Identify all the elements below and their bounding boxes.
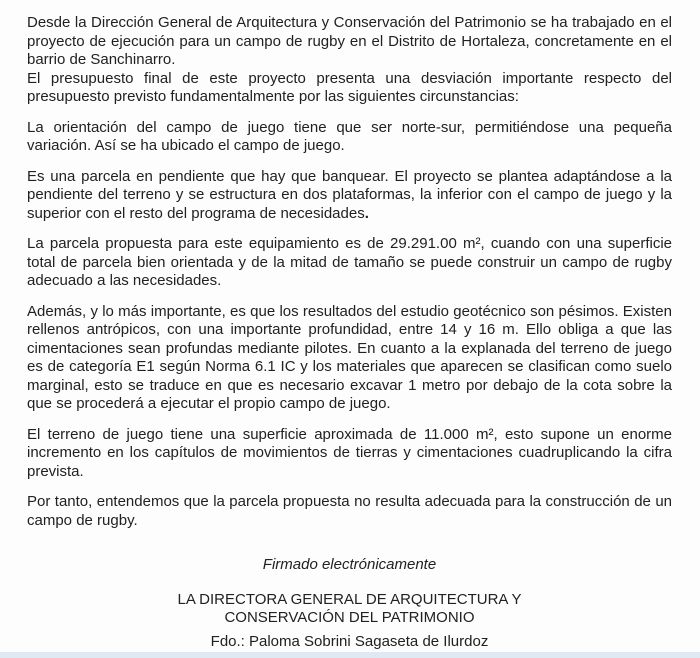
signature-role (27, 591, 672, 628)
signature-method-label: Firmado electrónicamente (262, 556, 437, 573)
signature-role-line2: CONSERVACIÓN DEL PATRIMONIO (224, 609, 475, 626)
signature-signer-name: Fdo.: Paloma Sobrini Sagaseta de Ilurdoz (210, 632, 489, 650)
signature-role-line1: LA DIRECTORA GENERAL DE ARQUITECTURA Y (177, 590, 522, 608)
paragraph-intro-project: Desde la Dirección General de Arquitectura y Conservación del Patrimonio se ha trabajado en el proyecto de ejecución para un campo de rugby en el Distrito de Hortaleza, concretamente en el barrio de Sanchinarro. (27, 14, 672, 68)
paragraph-slope-platforms-bold-period: . (364, 204, 369, 222)
paragraph-slope-platforms (27, 168, 672, 224)
paragraph-geotechnical-study: Además, y lo más importante, es que los resultados del estudio geotécnico son pésimos. Existen rellenos antrópicos, con una importante profundidad, entre 14 y 16 m. Ello obliga a que las cimentaciones sean profundas mediante pilotes. En cuanto a la explanada del terreno de juego es de categoría E1 según Norma 6.1 IC y los materiales que aparecen se clasifican como suelo marginal, esto se traduce en que es necesario excavar 1 metro por debajo de la cota sobre la que se procederá a ejecutar el propio campo de juego. (27, 302, 672, 412)
paragraph-plot-surface: La parcela propuesta para este equipamiento es de 29.291.00 m², cuando con una superficie total de parcela bien orientada y de la mitad de tamaño se puede construir un campo de rugby adecuado a las necesidades. (27, 235, 672, 289)
paragraph-field-orientation: La orientación del campo de juego tiene que ser norte-sur, permitiéndose una pequeña variación. Así se ha ubicado el campo de juego. (27, 118, 672, 154)
bottom-edge-strip (0, 652, 700, 658)
paragraph-slope-platforms-text: Es una parcela en pendiente que hay que banquear. El proyecto se plantea adaptándose a la pendiente del terreno y se estructura en dos plataformas, la inferior con el campo de juego y la superior con el resto del programa de necesidades (27, 167, 672, 222)
paragraph-conclusion: Por tanto, entendemos que la parcela propuesta no resulta adecuada para la construcción de un campo de rugby. (27, 493, 672, 529)
signature-block (27, 556, 672, 651)
paragraph-playing-field-surface: El terreno de juego tiene una superficie aproximada de 11.000 m², esto supone un enorme incremento en los capítulos de movimientos de tierras y cimentaciones cuadruplicando la cifra prevista. (27, 425, 672, 480)
paragraph-budget-deviation: El presupuesto final de este proyecto presenta una desviación importante respecto del presupuesto previsto fundamentalmente por las siguientes circunstancias: (27, 69, 672, 105)
